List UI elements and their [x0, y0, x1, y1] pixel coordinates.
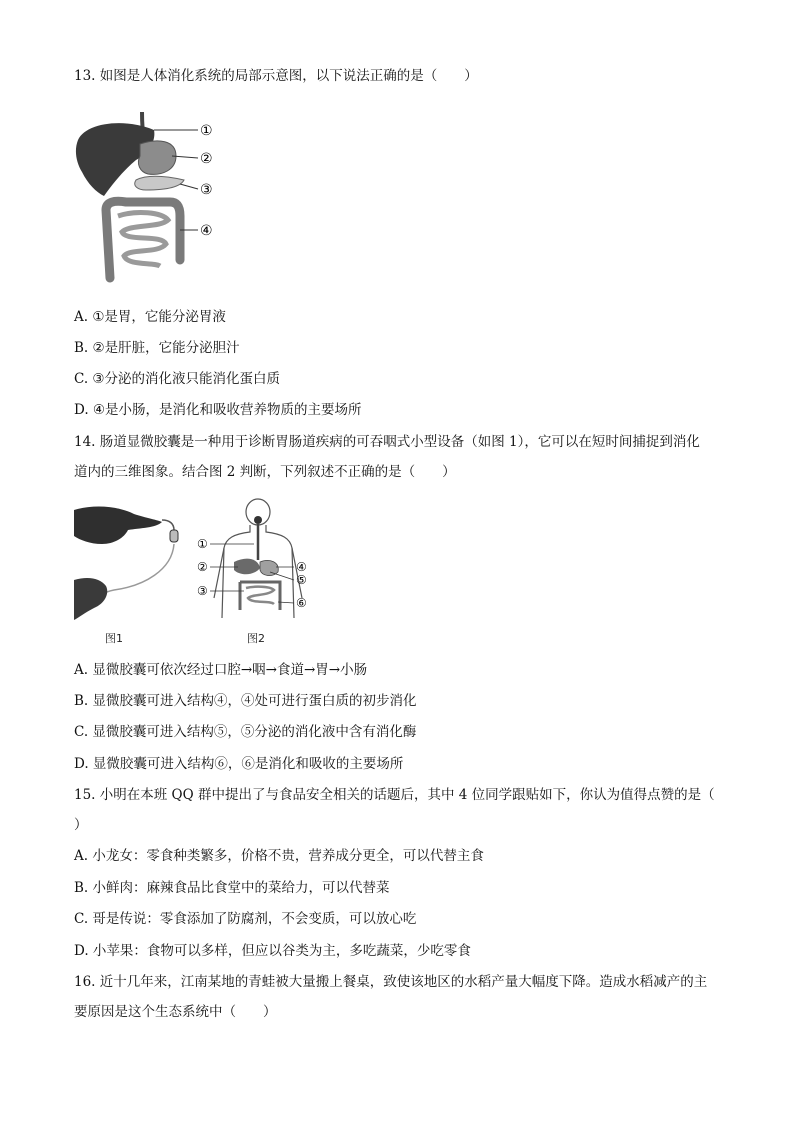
- q14-option-c: C. 显微胶囊可进入结构⑤，⑤分泌的消化液中含有消化酶: [74, 724, 417, 740]
- human-body-figure: [194, 498, 314, 628]
- q14-label-1: ①: [197, 537, 208, 551]
- fig1-caption: 图1: [105, 632, 123, 645]
- q16-stem-line1: 16. 近十几年来，江南某地的青蛙被大量搬上餐桌，致使该地区的水稻产量大幅度下降。造成水稻减产的主: [74, 974, 708, 990]
- q13-label-2: ②: [200, 151, 213, 167]
- q14-stem-line2: 道内的三维图象。结合图 2 判断，下列叙述不正确的是（ ）: [74, 464, 456, 480]
- q14-stem-line1: 14. 肠道显微胶囊是一种用于诊断胃肠道疾病的可吞咽式小型设备（如图 1），它可以在短时间捕捉到消化: [74, 434, 700, 450]
- q15-stem-line2: ）: [74, 817, 88, 833]
- q13-label-1: ①: [200, 123, 213, 139]
- q13-option-a: A. ①是胃，它能分泌胃液: [74, 309, 226, 325]
- q16-stem-line2: 要原因是这个生态系统中（ ）: [74, 1004, 277, 1020]
- q13-option-c: C. ③分泌的消化液只能消化蛋白质: [74, 371, 281, 387]
- pancreas-shape: [135, 176, 184, 190]
- q13-label-3: ③: [200, 182, 213, 198]
- small-intestine-shape: [118, 213, 168, 266]
- fig2-caption: 图2: [247, 632, 265, 645]
- q15-option-d: D. 小苹果：食物可以多样，但应以谷类为主，多吃蔬菜，少吃零食: [74, 943, 471, 959]
- capsule-photo-figure: [74, 500, 184, 625]
- digestive-system-figure: [66, 110, 236, 290]
- q14-label-4: ④: [296, 560, 307, 574]
- q14-option-a: A. 显微胶囊可依次经过口腔→咽→食道→胃→小肠: [74, 662, 368, 678]
- q13-option-b: B. ②是肝脏，它能分泌胆汁: [74, 340, 240, 356]
- q15-option-a: A. 小龙女：零食种类繁多，价格不贵，营养成分更全，可以代替主食: [74, 848, 484, 864]
- q14-option-d: D. 显微胶囊可进入结构⑥，⑥是消化和吸收的主要场所: [74, 756, 404, 772]
- q13-option-d: D. ④是小肠，是消化和吸收营养物质的主要场所: [74, 402, 362, 418]
- q14-label-6: ⑥: [296, 596, 307, 610]
- q15-option-c: C. 哥是传说：零食添加了防腐剂，不会变质，可以放心吃: [74, 911, 417, 927]
- q14-label-5: ⑤: [296, 573, 307, 587]
- stomach-shape: [138, 141, 176, 174]
- q15-option-b: B. 小鲜肉：麻辣食品比食堂中的菜给力，可以代替菜: [74, 880, 390, 896]
- q13-label-4: ④: [200, 223, 213, 239]
- q15-stem-line1: 15. 小明在本班 QQ 群中提出了与食品安全相关的话题后，其中 4 位同学跟贴如下，你认为值得点赞的是（: [74, 787, 715, 803]
- q14-label-3: ③: [197, 584, 208, 598]
- q14-label-2: ②: [197, 560, 208, 574]
- q13-stem: 13. 如图是人体消化系统的局部示意图，以下说法正确的是（ ）: [74, 68, 478, 84]
- q14-option-b: B. 显微胶囊可进入结构④，④处可进行蛋白质的初步消化: [74, 693, 417, 709]
